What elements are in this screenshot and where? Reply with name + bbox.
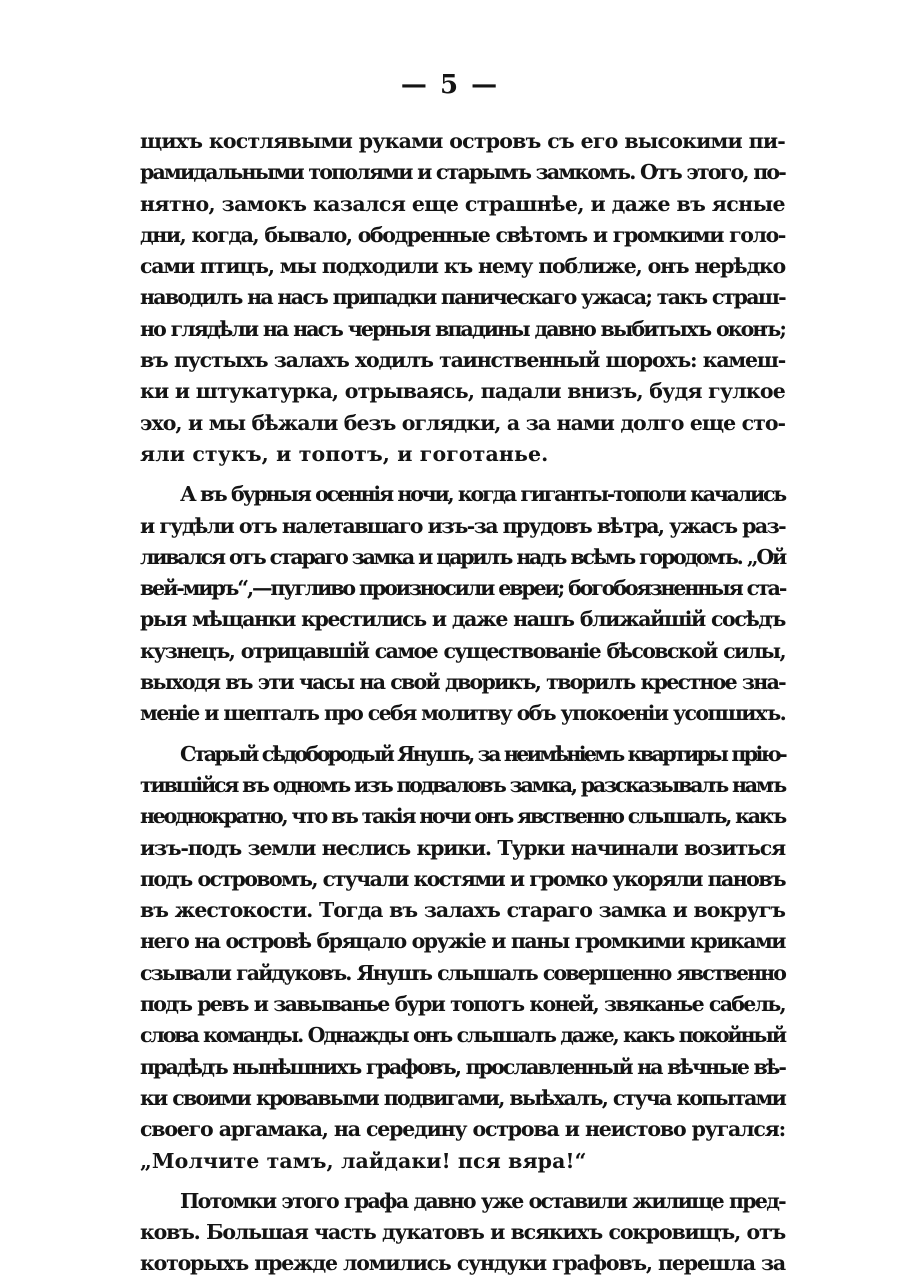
text-line: дни, когда, бывало, ободренные свѣтомъ и громкими голо- bbox=[140, 222, 785, 247]
text-line: рыя мѣщанки крестились и даже нашъ ближайшій сосѣдъ bbox=[140, 607, 785, 632]
text-line: выходя въ эти часы на свой дворикъ, творилъ крестное зна- bbox=[140, 670, 785, 695]
text-line: изъ-подъ земли неслись крики. Турки начинали возиться bbox=[140, 835, 785, 860]
text-line: подъ ревъ и завыванье бури топотъ коней, звяканье сабель, bbox=[140, 992, 785, 1017]
page-number: — 5 — bbox=[400, 70, 500, 100]
text-line: вей-миръ“,—пугливо произносили евреи; богобоязненныя ста- bbox=[140, 576, 786, 601]
text-line: нятно, замокъ казался еще страшнѣе, и даже въ ясные bbox=[140, 191, 785, 216]
paragraph bbox=[140, 739, 785, 1177]
text-line: Потомки этого графа давно уже оставили жилище пред- bbox=[180, 1188, 785, 1213]
text-line: кузнецъ, отрицавшій самое существованіе бѣсовской силы, bbox=[140, 638, 785, 663]
text-line: эхо, и мы бѣжали безъ оглядки, а за нами долго еще сто- bbox=[140, 410, 785, 435]
text-line: прадѣдъ нынѣшнихъ графовъ, прославленный на вѣчные вѣ- bbox=[140, 1054, 785, 1079]
text-line: сами птицъ, мы подходили къ нему поближе, онъ нерѣдко bbox=[140, 254, 785, 279]
paragraph-gap bbox=[140, 730, 785, 739]
text-line: неоднократно, что въ такія ночи онъ явственно слышалъ, какъ bbox=[140, 804, 785, 829]
text-line: ки своими кровавыми подвигами, выѣхалъ, стуча копытами bbox=[140, 1085, 785, 1110]
text-line: ливался отъ стараго замка и царилъ надъ всѣмъ городомъ. „Ой bbox=[140, 544, 785, 569]
paragraph-gap bbox=[140, 470, 785, 479]
paragraph bbox=[140, 479, 785, 729]
text-line: щихъ костлявыми руками островъ съ его высокими пи- bbox=[140, 129, 785, 153]
paragraph bbox=[140, 126, 785, 470]
text-line: тившійся въ одномъ изъ подваловъ замка, разсказывалъ намъ bbox=[140, 772, 785, 797]
text-line: Старый сѣдобородый Янушъ, за неимѣніемъ квартиры прію- bbox=[180, 741, 785, 766]
text-line: меніе и шепталъ про себя молитву объ упокоеніи усопшихъ. bbox=[140, 701, 786, 726]
text-line: него на островѣ бряцало оружіе и паны громкими криками bbox=[140, 929, 785, 954]
text-line: въ пустыхъ залахъ ходилъ таинственный шорохъ: камеш- bbox=[140, 348, 785, 373]
text-line: рамидальными тополями и старымъ замкомъ. Отъ этого, по- bbox=[140, 160, 785, 185]
paragraph-gap bbox=[140, 1177, 785, 1186]
text-line: ки и штукатурка, отрываясь, падали внизъ, будя гулкое bbox=[140, 379, 785, 404]
text-line: ковъ. Большая часть дукатовъ и всякихъ сокровищъ, отъ bbox=[140, 1220, 785, 1245]
text-line: въ жестокости. Тогда въ залахъ стараго замка и вокругъ bbox=[140, 898, 785, 923]
text-line: „Молчите тамъ, лайдаки! пся вяра!“ bbox=[140, 1148, 587, 1173]
body-text bbox=[140, 126, 785, 1280]
text-line: которыхъ прежде ломились сундуки графовъ, перешла за bbox=[140, 1251, 785, 1276]
text-line: подъ островомъ, стучали костями и громко укоряли пановъ bbox=[140, 866, 785, 891]
text-line: наводилъ на насъ припадки паническаго ужаса; такъ страш- bbox=[140, 285, 785, 310]
text-line: яли стукъ, и топотъ, и гоготанье. bbox=[140, 441, 549, 466]
text-line: но глядѣли на насъ черныя впадины давно выбитыхъ оконъ; bbox=[140, 316, 785, 341]
text-line: своего аргамака, на середину острова и неистово ругался: bbox=[140, 1117, 785, 1142]
text-line: сзывали гайдуковъ. Янушъ слышалъ совершенно явственно bbox=[140, 960, 785, 985]
text-line: слова команды. Однажды онъ слышалъ даже, какъ покойный bbox=[140, 1023, 785, 1048]
text-line: и гудѣли отъ налетавшаго изъ-за прудовъ вѣтра, ужасъ раз- bbox=[140, 513, 785, 538]
text-line: А въ бурныя осеннія ночи, когда гиганты-тополи качались bbox=[180, 482, 785, 507]
